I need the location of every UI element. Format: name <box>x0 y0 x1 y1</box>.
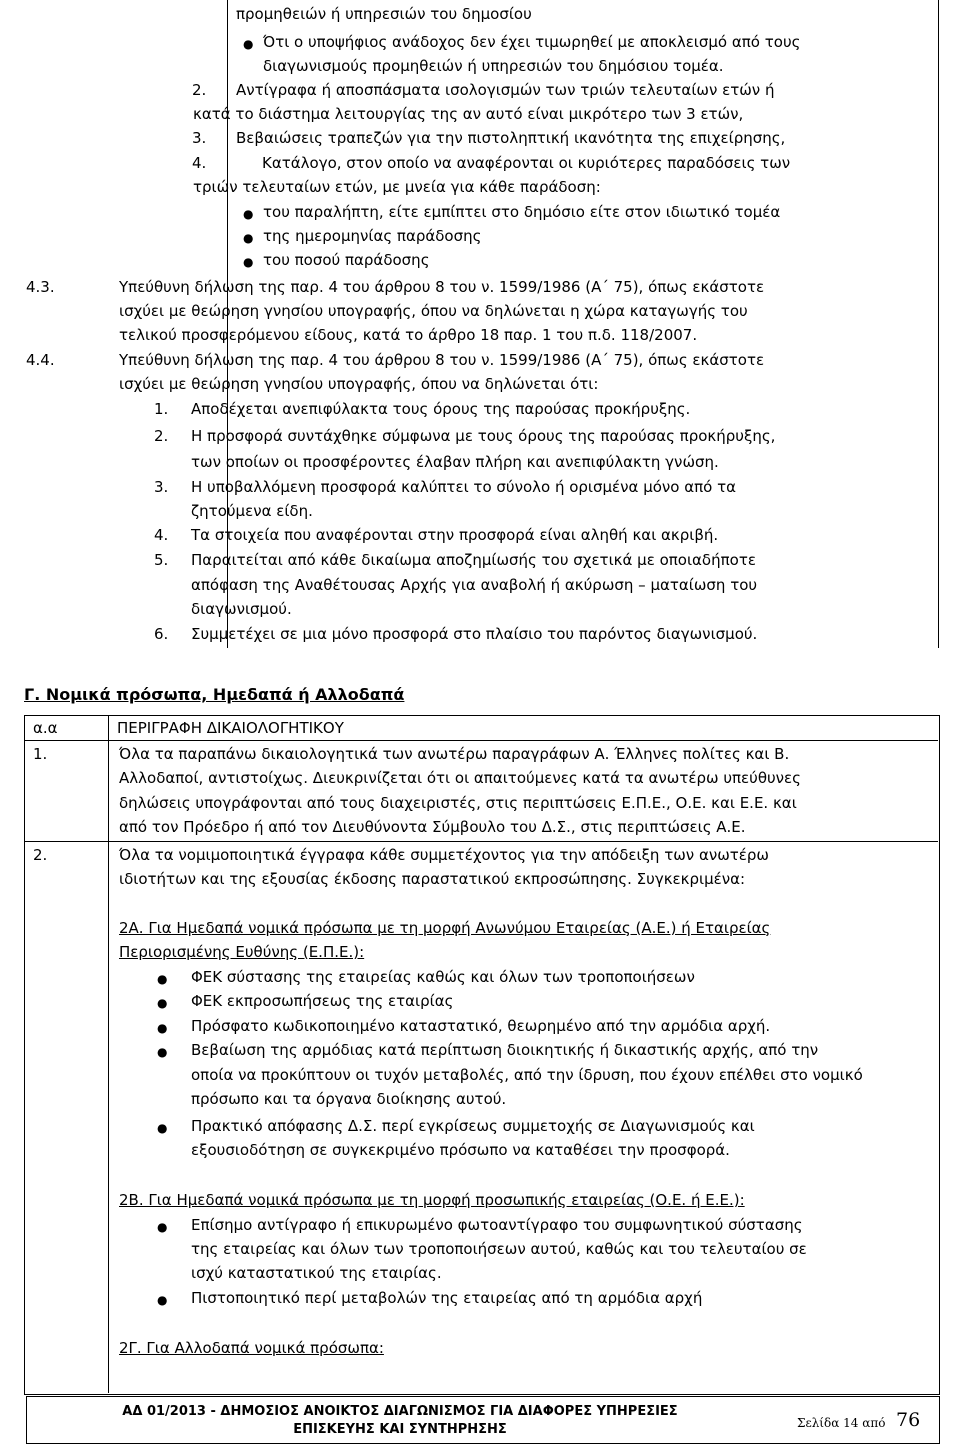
list-item-cont: ζητούμενα είδη. <box>191 502 313 520</box>
item-2-line-1: Αντίγραφα ή αποσπάσματα ισολογισμών των τριών τελευταίων ετών ή <box>236 81 775 99</box>
section-heading: Γ. Νομικά πρόσωπα, Ημεδαπά ή Αλλοδαπά <box>24 685 405 704</box>
bullet-line: ΦΕΚ εκπροσωπήσεως της εταιρίας <box>191 992 454 1010</box>
page-number-label: Σελίδα 14 από <box>797 1416 886 1430</box>
section-4-4-line-1: Υπεύθυνη δήλωση της παρ. 4 του άρθρου 8 του ν. 1599/1986 (Α΄ 75), όπως εκάστοτε <box>119 351 765 369</box>
bullet-line-cont: οποία να προκύπτουν οι τυχόν μεταβολές, από την ίδρυση, που έχουν επέλθει στο νομικό <box>191 1066 863 1084</box>
bullet-line: Πρακτικό απόφασης Δ.Σ. περί εγκρίσεως συμμετοχής σε Διαγωνισμούς και <box>191 1117 755 1135</box>
list-number: 2. <box>154 427 169 445</box>
list-item-cont: διαγωνισμού. <box>191 600 292 618</box>
bullet-line: ΦΕΚ σύστασης της εταιρείας καθώς και όλων των τροποποιήσεων <box>191 968 695 986</box>
bullet-line: Επίσημο αντίγραφο ή επικυρωμένο φωτοαντίγραφο του συμφωνητικού σύστασης <box>191 1216 803 1234</box>
item-number: 2. <box>192 81 207 99</box>
table-row-2-line-2: ιδιοτήτων και της εξουσίας έκδοσης παραστατικού εκπροσώπησης. Συγκεκριμένα: <box>119 870 746 888</box>
bullet-line: Βεβαίωση της αρμόδιας κατά περίπτωση διοικητικής ή δικαστικής αρχής, από την <box>191 1041 819 1059</box>
bullet-icon: ● <box>157 1021 168 1035</box>
bullet-line: του ποσού παράδοσης <box>263 251 430 269</box>
table-row-1-line-3: δηλώσεις υπογράφονται από τους διαχειριστές, στις περιπτώσεις Ε.Π.Ε., Ο.Ε. και Ε.Ε. και <box>119 794 797 812</box>
list-number: 4. <box>154 526 169 544</box>
list-number: 5. <box>154 551 169 569</box>
bullet-icon: ● <box>243 255 254 269</box>
subsection-2g-heading: 2Γ. Για Αλλοδαπά νομικά πρόσωπα: <box>119 1339 384 1357</box>
bullet-icon: ● <box>157 1220 168 1234</box>
footer-title-line-2: ΕΠΙΣΚΕΥΗΣ ΚΑΙ ΣΥΝΤΗΡΗΣΗΣ <box>293 1422 507 1437</box>
section-4-3-line-1: Υπεύθυνη δήλωση της παρ. 4 του άρθρου 8 του ν. 1599/1986 (Α΄ 75), όπως εκάστοτε <box>119 278 765 296</box>
bullet-icon: ● <box>243 231 254 245</box>
list-item-cont: απόφαση της Αναθέτουσας Αρχής για αναβολή ή ακύρωση – ματαίωση του <box>191 576 758 594</box>
table-header-num: α.α <box>33 719 58 737</box>
bullet-icon: ● <box>157 1293 168 1307</box>
subsection-2b-heading: 2Β. Για Ημεδαπά νομικά πρόσωπα με τη μορφή προσωπικής εταιρείας (Ο.Ε. ή Ε.Ε.): <box>119 1191 745 1209</box>
table-row-2-line-1: Όλα τα νομιμοποιητικά έγγραφα κάθε συμμετέχοντος για την απόδειξη των ανωτέρω <box>119 846 769 864</box>
subsection-2a-heading-1: 2Α. Για Ημεδαπά νομικά πρόσωπα με τη μορφή Ανωνύμου Εταιρείας (Α.Ε.) ή Εταιρείας <box>119 919 771 937</box>
table-col-divider <box>108 716 109 1393</box>
table-row-1-line-2: Αλλοδαποί, αντιστοίχως. Διευκρινίζεται ότι οι απαιτούμενες κατά τα ανωτέρω υπεύθυνες <box>119 769 801 787</box>
bullet-line: Πιστοποιητικό περί μεταβολών της εταιρείας από τη αρμόδια αρχή <box>191 1289 703 1307</box>
list-item: Παραιτείται από κάθε δικαίωμα αποζημίωσής του σχετικά με οποιαδήποτε <box>191 551 756 569</box>
list-item-cont: των οποίων οι προσφέροντες έλαβαν πλήρη και ανεπιφύλακτη γνώση. <box>191 453 719 471</box>
bullet-icon: ● <box>157 1121 168 1135</box>
table-row-num: 1. <box>33 745 48 763</box>
list-number: 6. <box>154 625 169 643</box>
bullet-icon: ● <box>157 996 168 1010</box>
table-divider <box>25 740 938 741</box>
list-item: Η υποβαλλόμενη προσφορά καλύπτει το σύνολο ή ορισμένα μόνο από τα <box>191 478 737 496</box>
item-4-line-2: τριών τελευταίων ετών, με μνεία για κάθε παράδοση: <box>193 178 601 196</box>
section-4-4-line-2: ισχύει με θεώρηση γνησίου υπογραφής, όπου να δηλώνεται ότι: <box>119 375 599 393</box>
total-pages: 76 <box>896 1409 921 1431</box>
list-number: 1. <box>154 400 169 418</box>
bullet-icon: ● <box>157 1045 168 1059</box>
item-3-line: Βεβαιώσεις τραπεζών για την πιστοληπτική ικανότητα της επιχείρησης, <box>236 129 786 147</box>
list-item: Αποδέχεται ανεπιφύλακτα τους όρους της παρούσας προκήρυξης. <box>191 400 691 418</box>
item-number: 4. <box>192 154 207 172</box>
footer-title-line-1: ΑΔ 01/2013 - ΔΗΜΟΣΙΟΣ ΑΝΟΙΚΤΟΣ ΔΙΑΓΩΝΙΣΜΟΣ ΓΙΑ ΔΙΑΦΟΡΕΣ ΥΠΗΡΕΣΙΕΣ <box>122 1404 678 1419</box>
section-number: 4.4. <box>26 351 55 369</box>
table-row-1-line-1: Όλα τα παραπάνω δικαιολογητικά των ανωτέρω παραγράφων Α. Έλληνες πολίτες και Β. <box>119 745 790 763</box>
item-4-line-1: Κατάλογο, στον οποίο να αναφέρονται οι κυριότερες παραδόσεις των <box>262 154 791 172</box>
list-number: 3. <box>154 478 169 496</box>
bullet-line-cont: εξουσιοδότηση σε συγκεκριμένο πρόσωπο να καταθέσει την προσφορά. <box>191 1141 730 1159</box>
section-number: 4.3. <box>26 278 55 296</box>
top-line-1: προμηθειών ή υπηρεσιών του δημοσίου <box>236 5 532 23</box>
top-line-2: Ότι ο υποψήφιος ανάδοχος δεν έχει τιμωρηθεί με αποκλεισμό από τους <box>263 33 801 51</box>
item-number: 3. <box>192 129 207 147</box>
list-item: Συμμετέχει σε μια μόνο προσφορά στο πλαίσιο του παρόντος διαγωνισμού. <box>191 625 758 643</box>
table-divider <box>25 841 938 842</box>
top-line-3: διαγωνισμούς προμηθειών ή υπηρεσιών του δημόσιου τομέα. <box>263 57 724 75</box>
table-row-1-line-4: από τον Πρόεδρο ή από τον Διευθύνοντα Σύμβουλο του Δ.Σ., στις περιπτώσεις Α.Ε. <box>119 818 746 836</box>
bullet-icon: ● <box>243 207 254 221</box>
table-row-num: 2. <box>33 846 48 864</box>
list-item: Τα στοιχεία που αναφέρονται στην προσφορά είναι αληθή και ακριβή. <box>191 526 719 544</box>
bullet-line-cont: πρόσωπο και τα όργανα διοίκησης αυτού. <box>191 1090 507 1108</box>
subsection-2a-heading-2: Περιορισμένης Ευθύνης (Ε.Π.Ε.): <box>119 943 365 961</box>
item-2-line-2: κατά το διάστημα λειτουργίας της αν αυτό είναι μικρότερο των 3 ετών, <box>193 105 744 123</box>
bullet-icon: ● <box>157 972 168 986</box>
bullet-line-cont: ισχύ καταστατικού της εταιρίας. <box>191 1264 442 1282</box>
bullet-line: της ημερομηνίας παράδοσης <box>263 227 482 245</box>
section-4-3-line-2: ισχύει με θεώρηση γνησίου υπογραφής, όπου να δηλώνεται η χώρα καταγωγής του <box>119 302 748 320</box>
bullet-line-cont: της εταιρείας και όλων των τροποποιήσεων αυτού, καθώς και του τελευταίου σε <box>191 1240 807 1258</box>
bullet-line: του παραλήπτη, είτε εμπίπτει στο δημόσιο είτε στον ιδιωτικό τομέα <box>263 203 781 221</box>
bullet-icon: ● <box>243 37 254 51</box>
list-item: Η προσφορά συντάχθηκε σύμφωνα με τους όρους της παρούσας προκήρυξης, <box>191 427 776 445</box>
section-4-3-line-3: τελικού προσφερόμενου είδους, κατά το άρθρο 18 παρ. 1 του π.δ. 118/2007. <box>119 326 698 344</box>
bullet-line: Πρόσφατο κωδικοποιημένο καταστατικό, θεωρημένο από την αρμόδια αρχή. <box>191 1017 771 1035</box>
table-header-desc: ΠΕΡΙΓΡΑΦΗ ΔΙΚΑΙΟΛΟΓΗΤΙΚΟΥ <box>117 719 344 737</box>
